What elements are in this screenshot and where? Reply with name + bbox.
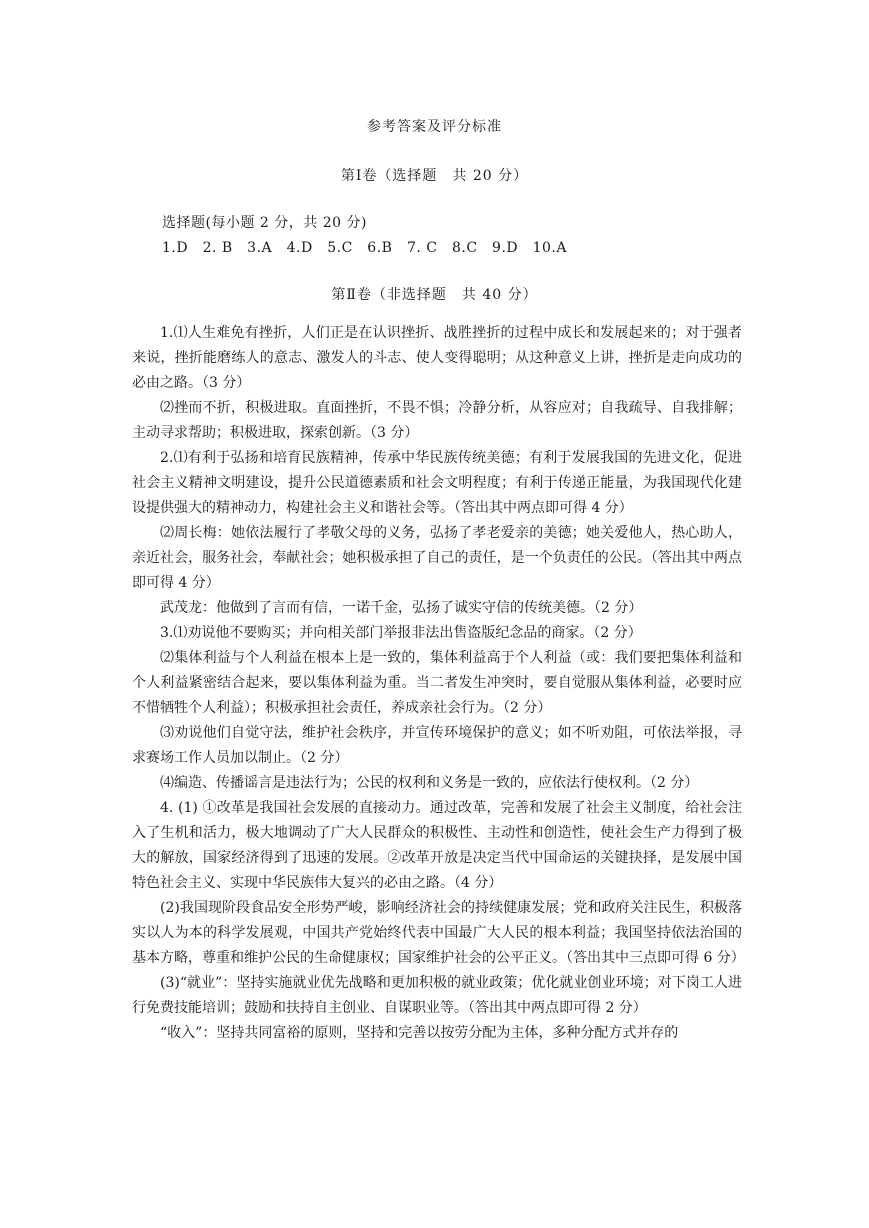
answer-paragraph: (3)“就业”：坚持实施就业优先战略和更加积极的就业政策；优化就业创业环境；对下岗工人进行免费技能培训；鼓励和扶持自主创业、自谋职业等。（答出其中两点即可得 2 分） xyxy=(132,975,742,1016)
document-title: 参考答案及评分标准 xyxy=(367,119,502,135)
mcq-answers: 1.D 2. B 3.A 4.D 5.C 6.B 7. C 8.C 9.D 10.A xyxy=(162,240,567,256)
answer-paragraph: ⑵挫而不折，积极进取。直面挫折，不畏不惧；冷静分析，从容应对；自我疏导、自我排解；主动寻求帮助；积极进取，探索创新。（3 分） xyxy=(132,400,742,441)
answer-paragraph: ⑷编造、传播谣言是违法行为；公民的权利和义务是一致的，应依法行使权利。（2 分） xyxy=(160,775,699,791)
answer-paragraph: 2.⑴有利于弘扬和培育民族精神，传承中华民族传统美德；有利于发展我国的先进文化，促进社会主义精神文明建设，提升公民道德素质和社会文明程度；有利于传递正能量，为我国现代化建设提供强大的精神动力，构建社会主义和谐社会等。（答出其中两点即可得 4 分） xyxy=(132,450,742,516)
answer-paragraph: “收入”：坚持共同富裕的原则，坚持和完善以按劳分配为主体，多种分配方式并存的 xyxy=(160,1025,679,1041)
answer-paragraph: ⑵周长梅：她依法履行了孝敬父母的义务，弘扬了孝老爱亲的美德；她关爱他人，热心助人，亲近社会，服务社会，奉献社会；她积极承担了自己的责任，是一个负责任的公民。（答出其中两点即可得 4 分） xyxy=(132,525,742,591)
answer-paragraph: 4. (1) ①改革是我国社会发展的直接动力。通过改革，完善和发展了社会主义制度，给社会注入了生机和活力，极大地调动了广大人民群众的积极性、主动性和创造性，使社会生产力得到了极大的解放，国家经济得到了迅速的发展。②改革开放是决定当代中国命运的关键抉择，是发展中国特色社会主义、实现中华民族伟大复兴的必由之路。（4 分） xyxy=(132,800,742,891)
answer-paragraph: 武茂龙：他做到了言而有信，一诺千金，弘扬了诚实守信的传统美德。（2 分） xyxy=(160,600,643,616)
mcq-intro: 选择题(每小题 2 分，共 20 分) xyxy=(162,215,367,231)
answer-paragraph: 1.⑴人生难免有挫折，人们正是在认识挫折、战胜挫折的过程中成长和发展起来的；对于强者来说，挫折能磨练人的意志、激发人的斗志、使人变得聪明；从这种意义上讲，挫折是走向成功的必由之路。（3 分） xyxy=(132,325,742,391)
answer-paragraph: (2)我国现阶段食品安全形势严峻，影响经济社会的持续健康发展；党和政府关注民生，积极落实以人为本的科学发展观，中国共产党始终代表中国最广大人民的根本利益；我国坚持依法治国的基本方略，尊重和维护公民的生命健康权；国家维护社会的公平正义。（答出其中三点即可得 6 分） xyxy=(132,900,745,966)
answer-paragraph: 3.⑴劝说他不要购买；并向相关部门举报非法出售盗版纪念品的商家。（2 分） xyxy=(160,625,642,641)
answer-paragraph: ⑶劝说他们自觉守法，维护社会秩序，并宣传环境保护的意义；如不听劝阻，可依法举报，寻求赛场工作人员加以制止。（2 分） xyxy=(132,725,742,766)
part1-heading: 第Ⅰ卷（选择题 共 20 分） xyxy=(340,168,529,184)
answer-body xyxy=(132,321,745,1046)
part2-heading: 第Ⅱ卷（非选择题 共 40 分） xyxy=(331,287,538,303)
answer-paragraph: ⑵集体利益与个人利益在根本上是一致的，集体利益高于个人利益（或：我们要把集体利益和个人利益紧密结合起来，要以集体利益为重。当二者发生冲突时，要自觉服从集体利益，必要时应不惜牺牲个人利益）；积极承担社会责任，养成亲社会行为。（2 分） xyxy=(132,650,742,716)
